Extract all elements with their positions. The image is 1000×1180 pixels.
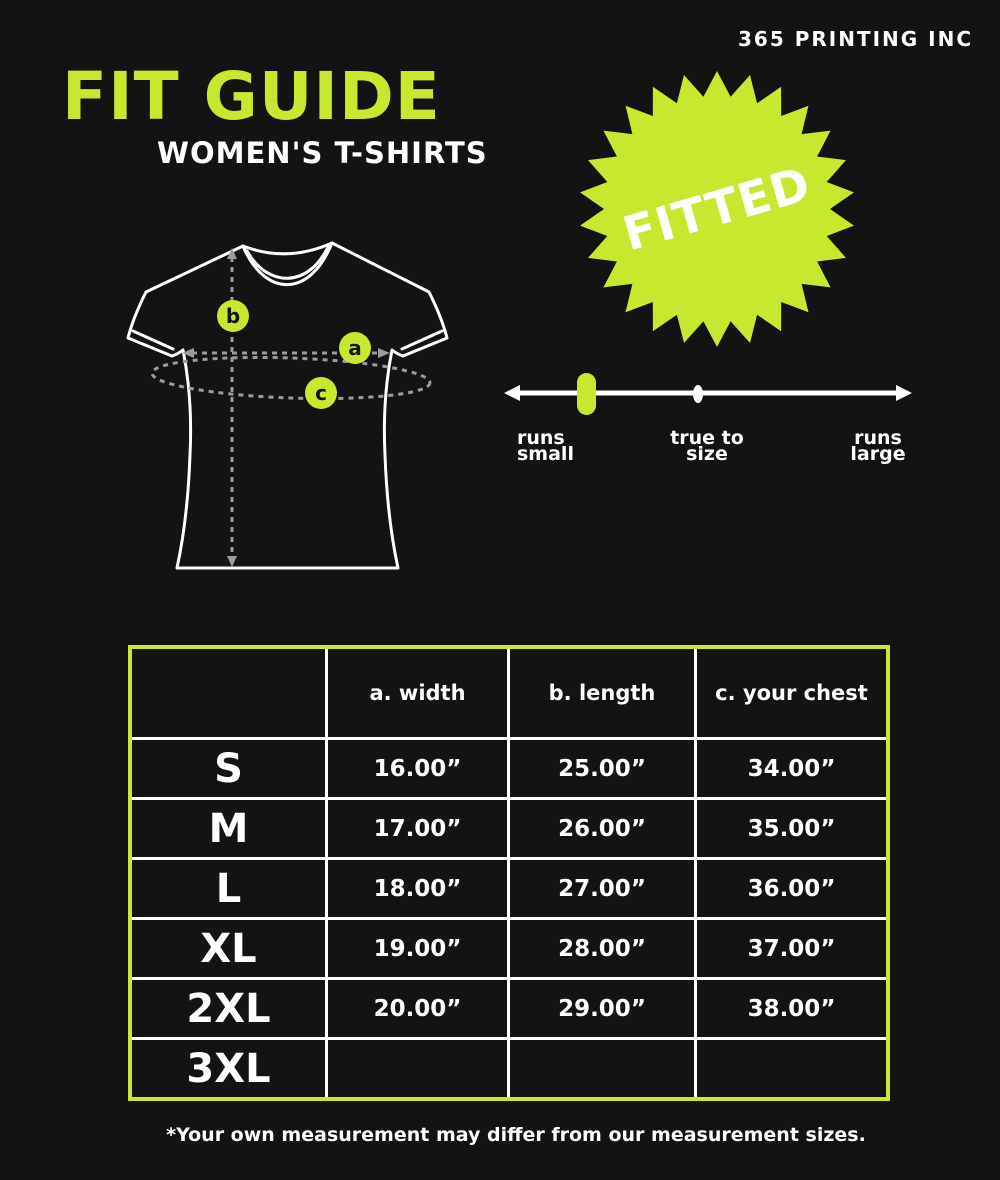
page-title: FIT GUIDE (62, 58, 441, 135)
fit-scale-arrow (490, 358, 930, 438)
cell-3xl-chest (697, 1040, 886, 1097)
badge-label: FITTED (617, 156, 817, 262)
cell-2xl-length: 29.00” (510, 980, 694, 1037)
cell-l-chest: 36.00” (697, 860, 886, 917)
scale-label-runs-large: runs large (850, 427, 906, 465)
marker-c: c (305, 377, 337, 409)
cell-size-s: S (132, 740, 325, 797)
col-header-blank (132, 649, 325, 737)
cell-xl-length: 28.00” (510, 920, 694, 977)
brand-name: 365 PRINTING INC (737, 27, 973, 51)
center-dot-icon (693, 385, 703, 403)
tshirt-outline-icon (110, 230, 470, 590)
col-header-length: b. length (510, 649, 694, 737)
cell-xl-chest: 37.00” (697, 920, 886, 977)
footnote: *Your own measurement may differ from our measurement sizes. (166, 1124, 866, 1146)
cell-size-2xl: 2XL (132, 980, 325, 1037)
tshirt-diagram (110, 230, 470, 590)
cell-s-chest: 34.00” (697, 740, 886, 797)
cell-m-chest: 35.00” (697, 800, 886, 857)
cell-3xl-length (510, 1040, 694, 1097)
cell-l-length: 27.00” (510, 860, 694, 917)
page-subtitle: WOMEN'S T-SHIRTS (157, 136, 488, 170)
cell-2xl-chest: 38.00” (697, 980, 886, 1037)
cell-m-length: 26.00” (510, 800, 694, 857)
fitted-badge (577, 69, 857, 349)
cell-size-3xl: 3XL (132, 1040, 325, 1097)
cell-m-width: 17.00” (328, 800, 507, 857)
marker-b: b (217, 300, 249, 332)
arrow-left-icon (504, 385, 520, 401)
cell-s-length: 25.00” (510, 740, 694, 797)
cell-size-xl: XL (132, 920, 325, 977)
col-header-chest: c. your chest (697, 649, 886, 737)
arrow-right-icon (896, 385, 912, 401)
fit-marker-pill (577, 373, 596, 415)
cell-2xl-width: 20.00” (328, 980, 507, 1037)
cell-l-width: 18.00” (328, 860, 507, 917)
cell-size-l: L (132, 860, 325, 917)
cell-size-m: M (132, 800, 325, 857)
cell-3xl-width (328, 1040, 507, 1097)
fit-scale (490, 358, 930, 488)
scale-label-true-to-size: true to size (670, 427, 744, 465)
col-header-width: a. width (328, 649, 507, 737)
cell-s-width: 16.00” (328, 740, 507, 797)
size-chart-table (128, 645, 890, 1101)
marker-a: a (339, 332, 371, 364)
cell-xl-width: 19.00” (328, 920, 507, 977)
scale-label-runs-small: runs small (517, 427, 574, 465)
